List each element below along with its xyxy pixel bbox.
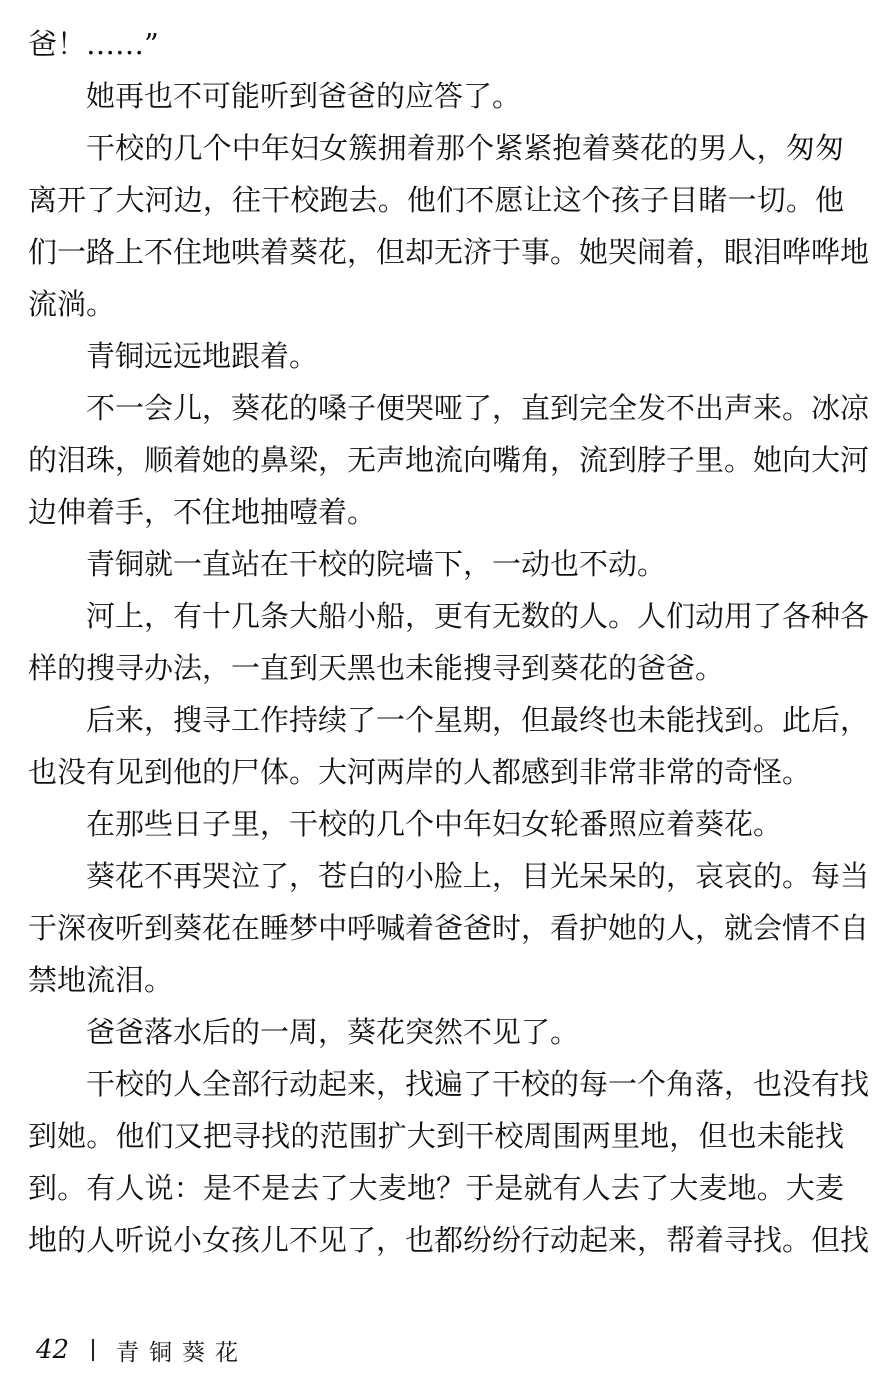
text-line: 不一会儿，葵花的嗓子便哭哑了，直到完全发不出声来。冰凉 bbox=[86, 391, 870, 425]
text-line: 于深夜听到葵花在睡梦中呼喊着爸爸时，看护她的人，就会情不自 bbox=[28, 911, 870, 945]
text-line: 到她。他们又把寻找的范围扩大到干校周围两里地，但也未能找 bbox=[28, 1119, 844, 1153]
text-line: 边伸着手，不住地抽噎着。 bbox=[28, 495, 377, 529]
text-line: 在那些日子里，干校的几个中年妇女轮番照应着葵花。 bbox=[86, 807, 783, 841]
text-line: 葵花不再哭泣了，苍白的小脸上，目光呆呆的，哀哀的。每当 bbox=[86, 859, 870, 893]
book-title: 青铜葵花 bbox=[116, 1339, 248, 1366]
text-line: 爸爸落水后的一周，葵花突然不见了。 bbox=[86, 1015, 580, 1049]
text-line: 的泪珠，顺着她的鼻梁，无声地流向嘴角，流到脖子里。她向大河 bbox=[28, 443, 870, 477]
footer-divider bbox=[92, 1339, 94, 1361]
text-line: 地的人听说小女孩儿不见了，也都纷纷行动起来，帮着寻找。但找 bbox=[28, 1223, 870, 1257]
text-line: 到。有人说：是不是去了大麦地？于是就有人去了大麦地。大麦 bbox=[28, 1171, 844, 1205]
page-footer bbox=[36, 1330, 248, 1370]
text-line: 干校的几个中年妇女簇拥着那个紧紧抱着葵花的男人，匆匆 bbox=[86, 131, 844, 165]
text-line: 禁地流泪。 bbox=[28, 963, 174, 997]
text-line: 后来，搜寻工作持续了一个星期，但最终也未能找到。此后， bbox=[86, 703, 870, 737]
text-line: 青铜远远地跟着。 bbox=[86, 339, 319, 373]
text-line: 爸！……” bbox=[28, 27, 159, 61]
text-line: 们一路上不住地哄着葵花，但却无济于事。她哭闹着，眼泪哗哗地 bbox=[28, 235, 870, 269]
text-line: 干校的人全部行动起来，找遍了干校的每一个角落，也没有找 bbox=[86, 1067, 870, 1101]
text-line: 流淌。 bbox=[28, 287, 116, 321]
text-line: 她再也不可能听到爸爸的应答了。 bbox=[86, 79, 522, 113]
page-number: 42 bbox=[36, 1335, 70, 1365]
page-body bbox=[28, 18, 870, 1266]
text-line: 样的搜寻办法，一直到天黑也未能搜寻到葵花的爸爸。 bbox=[28, 651, 725, 685]
text-line: 青铜就一直站在干校的院墙下，一动也不动。 bbox=[86, 547, 667, 581]
text-line: 离开了大河边，往干校跑去。他们不愿让这个孩子目睹一切。他 bbox=[28, 183, 844, 217]
text-line: 也没有见到他的尸体。大河两岸的人都感到非常非常的奇怪。 bbox=[28, 755, 812, 789]
text-line: 河上，有十几条大船小船，更有无数的人。人们动用了各种各 bbox=[86, 599, 870, 633]
